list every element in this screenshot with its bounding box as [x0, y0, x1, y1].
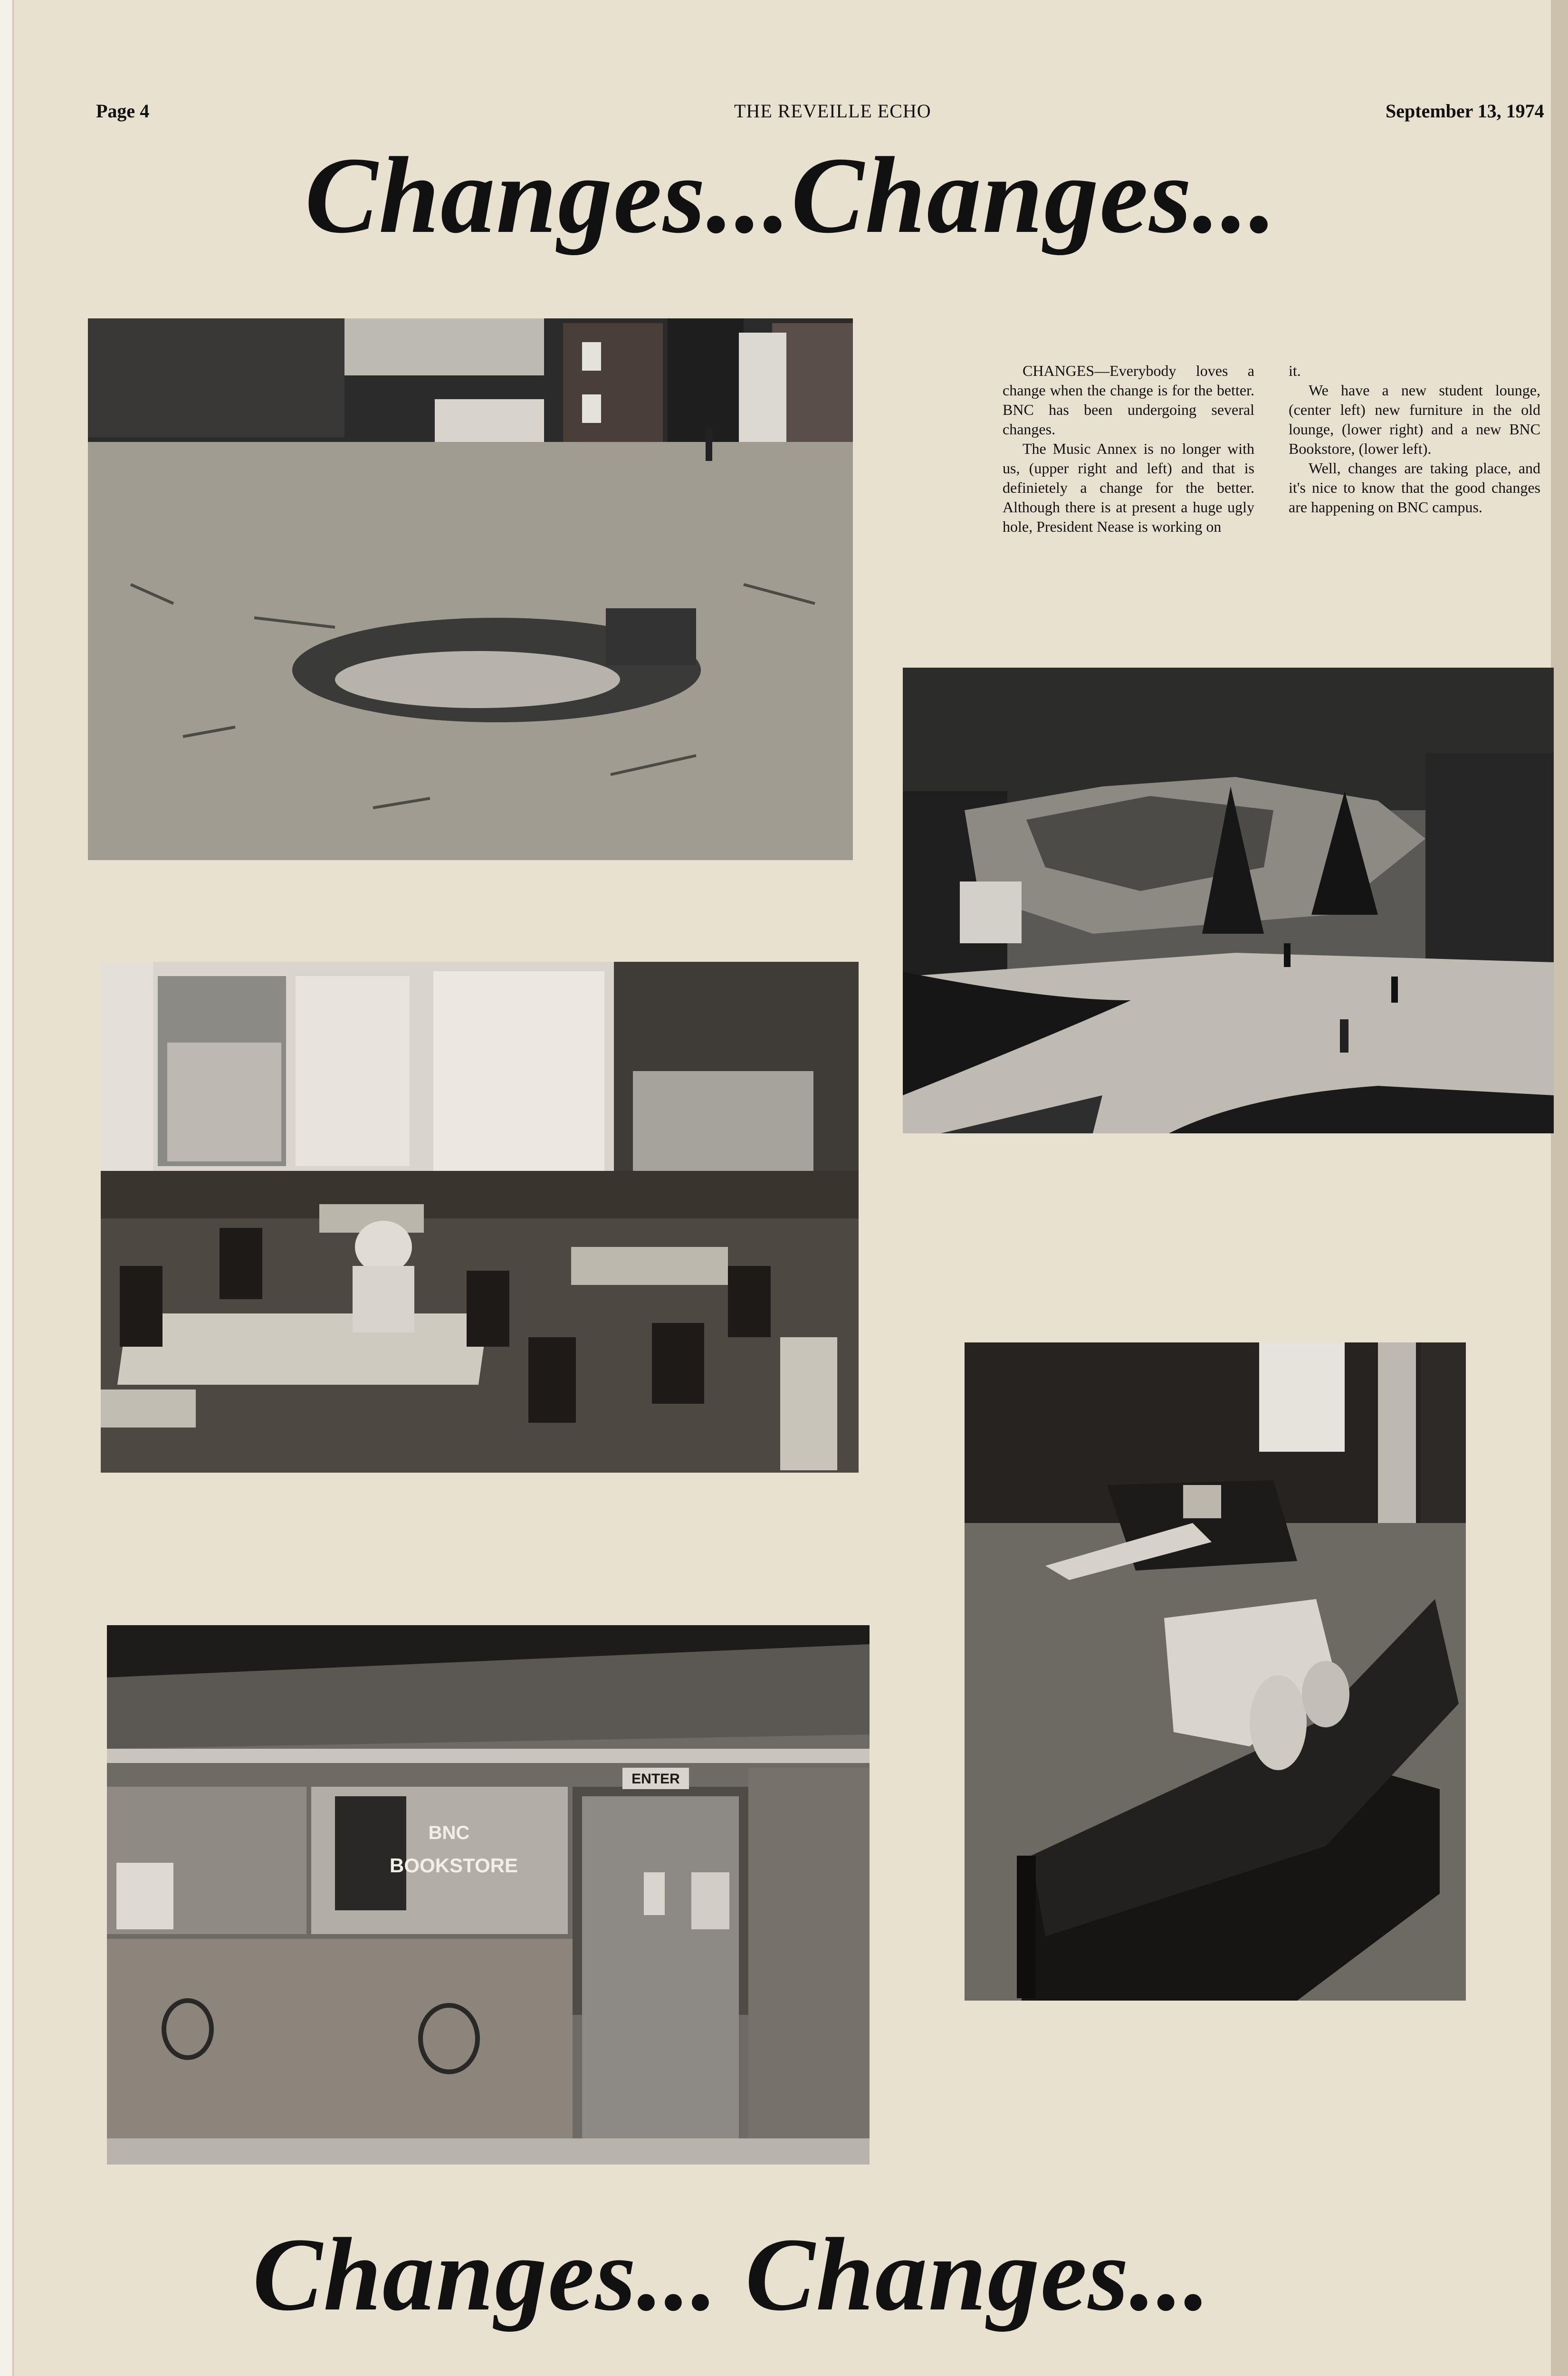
photo-caption-column-2: [1289, 361, 1540, 517]
page-number: Page 4: [96, 100, 150, 122]
photo-caption-column-1: [1003, 361, 1254, 537]
bookstore-window-sign: BOOKSTORE: [390, 1854, 518, 1877]
page-edge-left: [0, 0, 14, 2376]
headline-bottom: Changes... Changes...: [252, 2216, 1211, 2332]
masthead: THE REVEILLE ECHO: [734, 100, 931, 122]
photo-music-annex-rubble: [903, 668, 1554, 1133]
caption-paragraph: We have a new student lounge, (center left) new furniture in the old lounge, (lower right) and a new BNC Bookstore, (lower left).: [1289, 382, 1540, 457]
page-edge-right: [1551, 0, 1568, 2376]
caption-paragraph: it.: [1289, 362, 1301, 379]
issue-date: September 13, 1974: [1386, 100, 1544, 122]
photo-old-lounge-furniture: [965, 1342, 1466, 2001]
photo-student-lounge: [101, 962, 859, 1473]
caption-paragraph: Well, changes are taking place, and it's nice to know that the good changes are happening on BNC campus.: [1289, 460, 1540, 516]
caption-paragraph: CHANGES—Everybody loves a change when the change is for the better. BNC has been undergoing several changes.: [1003, 362, 1254, 438]
bookstore-bnc-sign: BNC: [428, 1822, 470, 1843]
photo-bnc-bookstore: [107, 1625, 870, 2165]
headline-top: Changes...Changes...: [305, 134, 1278, 256]
caption-paragraph: The Music Annex is no longer with us, (upper right and left) and that is definietely a change for the better. Although there is at present a huge ugly hole, President Nease is working on: [1003, 440, 1254, 535]
photo-demolition-site: [88, 318, 853, 860]
bookstore-enter-sign: ENTER: [631, 1771, 680, 1787]
